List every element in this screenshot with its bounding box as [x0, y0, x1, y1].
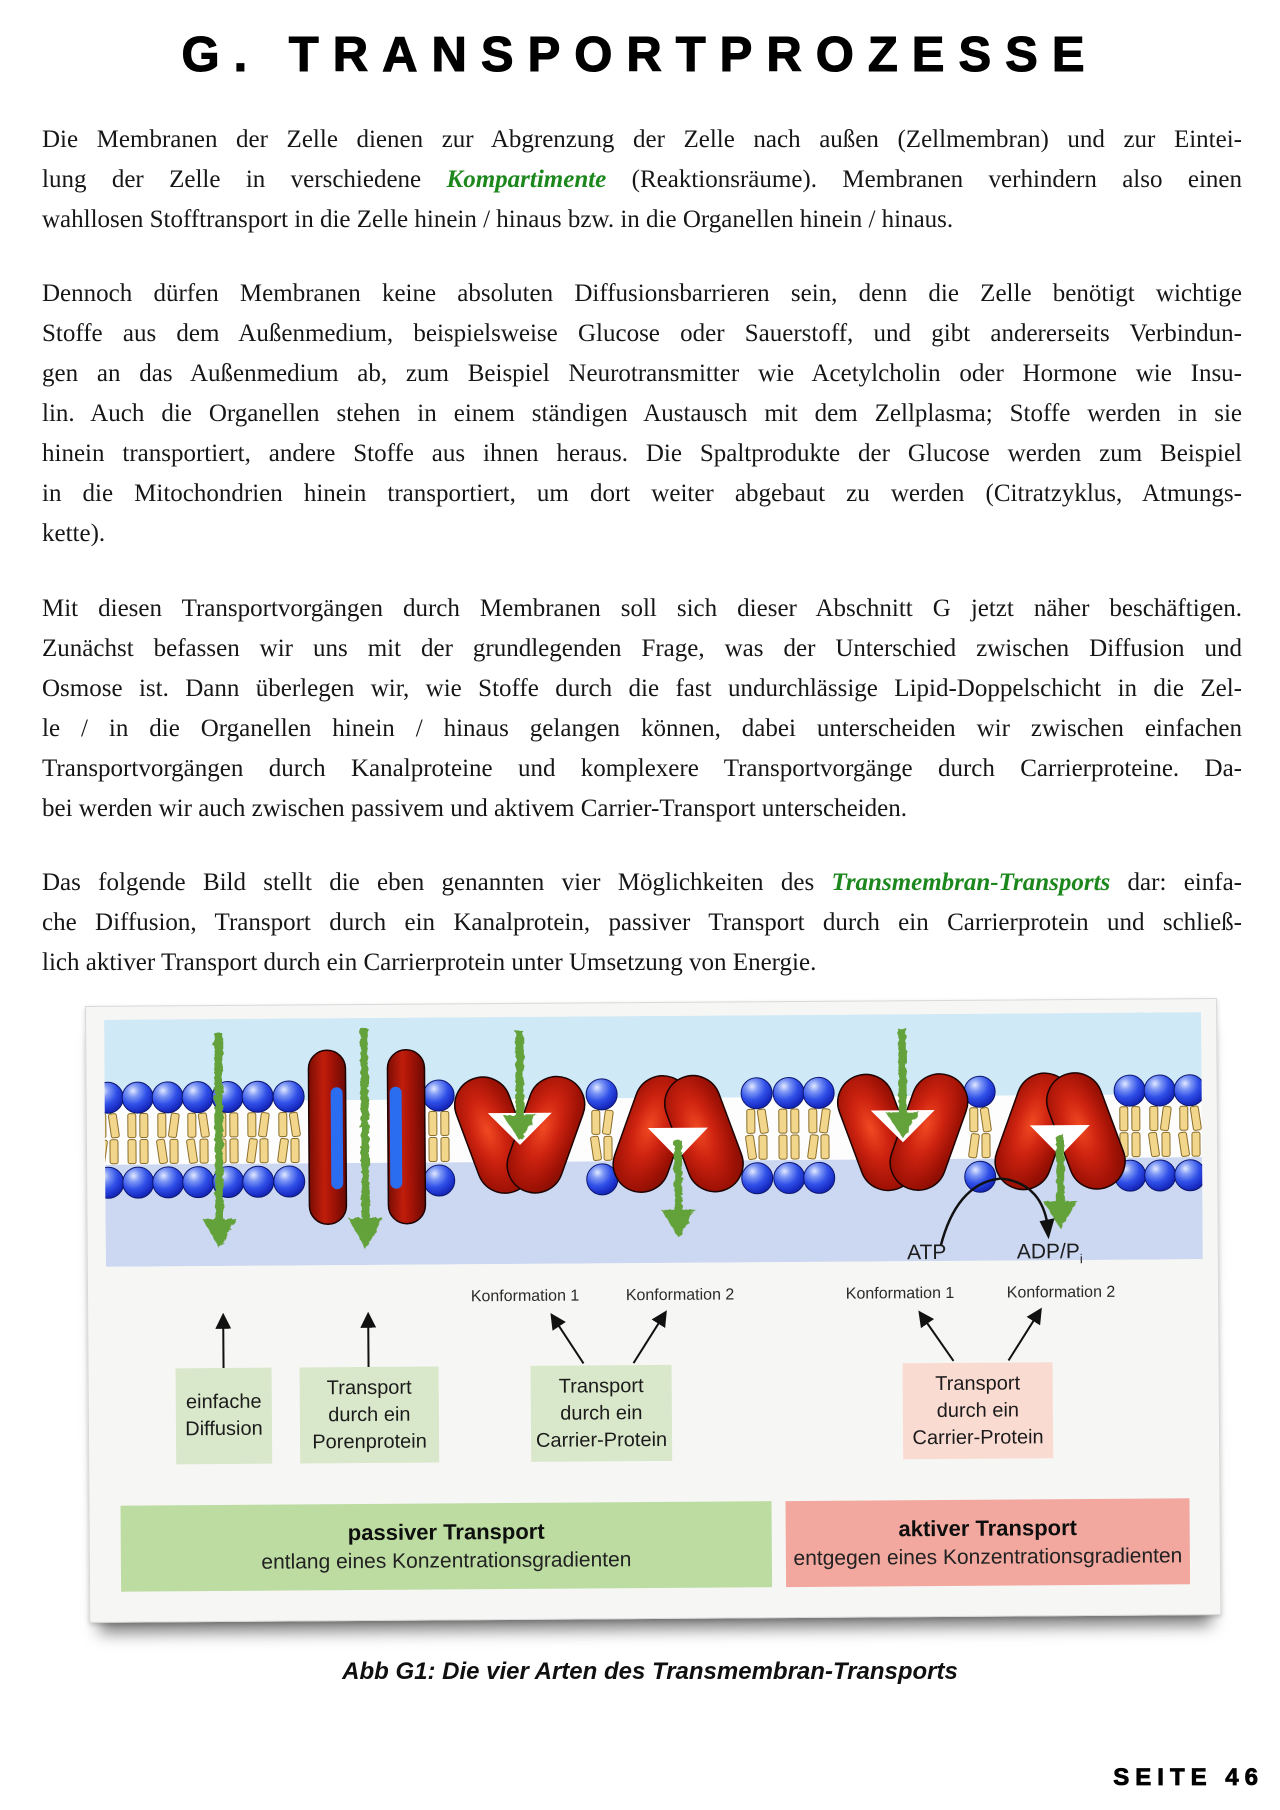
label-box-einfache-diffusion: einfache Diffusion: [176, 1368, 273, 1465]
paragraph-4: [42, 863, 1242, 983]
paragraph-2: [42, 274, 1242, 554]
konformation-label-1: Konformation 1: [470, 1287, 580, 1306]
text-segment: Das folgende Bild stellt die eben genannten vier Möglichkeiten des: [42, 869, 832, 896]
paragraph-3: [42, 589, 1242, 829]
pointer-arrow: [1008, 1310, 1040, 1360]
text-line: le / in die Organellen hinein / hinaus gelangen können, dabei unterscheiden wir zwischen einfachen: [42, 715, 1242, 742]
adp-text: ADP/P: [1016, 1240, 1080, 1264]
passive-transport-bar: [121, 1501, 773, 1592]
text-line: Zunächst befassen wir uns mit der grundlegenden Frage, was der Unterschied zwischen Diffusion und: [42, 635, 1242, 662]
pointer-arrow: [552, 1315, 583, 1363]
text-line: gen an das Außenmedium ab, zum Beispiel Neurotransmitter wie Acetylcholin oder Hormone wie Insu-: [42, 360, 1242, 387]
paragraph-1: [42, 120, 1242, 240]
pointer-arrow: [920, 1313, 953, 1361]
atp-text: ATP: [907, 1240, 947, 1265]
text-line: Die Membranen der Zelle dienen zur Abgrenzung der Zelle nach außen (Zellmembran) und zur Eintei-: [42, 126, 1242, 153]
text-line: [42, 160, 1242, 200]
text-line: Transportvorgängen durch Kanalproteine und komplexere Transportvorgänge durch Carrierproteine. Da-: [42, 755, 1242, 782]
membrane-diagram: [104, 1012, 1203, 1267]
text-line: Stoffe aus dem Außenmedium, beispielsweise Glucose oder Sauerstoff, und gibt andererseits Verbindun-: [42, 320, 1242, 347]
active-transport-bar: [785, 1498, 1190, 1587]
text-line: [42, 863, 1242, 903]
figure-caption: Abb G1: Die vier Arten des Transmembran-Transports: [342, 1658, 958, 1685]
highlight-term-kompartimente: Kompartimente: [446, 166, 607, 193]
adp-label: [1000, 1240, 1100, 1265]
label-box-carrier-passiv: Transport durch ein Carrier-Protein: [531, 1365, 673, 1462]
pointer-arrows: [88, 1269, 1219, 1377]
atp-label: [887, 1241, 967, 1266]
adp-subscript: i: [1079, 1251, 1083, 1267]
passive-transport-subtitle: entlang eines Konzentrationsgradienten: [261, 1548, 632, 1574]
pointer-arrow: [633, 1313, 665, 1363]
passive-transport-title: passiver Transport: [347, 1518, 545, 1546]
active-transport-subtitle: entgegen eines Konzentrationsgradienten: [793, 1544, 1183, 1571]
text-line: Osmose ist. Dann überlegen wir, wie Stoffe durch die fast undurchlässige Lipid-Doppelschicht in die Zel-: [42, 675, 1242, 702]
text-line: lin. Auch die Organellen stehen in einem ständigen Austausch mit dem Zellplasma; Stoffe werden in sie: [42, 400, 1242, 427]
highlight-term-transmembran: Transmembran-Transports: [831, 869, 1111, 896]
text-segment: (Reaktionsräume). Membranen verhindern also einen: [606, 166, 1242, 193]
text-segment: dar: einfa-: [1110, 869, 1242, 896]
page-number: SEITE 46: [1113, 1764, 1264, 1791]
active-transport-title: aktiver Transport: [898, 1515, 1078, 1542]
konformation-label-3: Konformation 1: [845, 1284, 955, 1303]
text-line: che Diffusion, Transport durch ein Kanalprotein, passiver Transport durch ein Carrierprotein und schließ-: [42, 909, 1242, 936]
text-line: Dennoch dürfen Membranen keine absoluten Diffusionsbarrieren sein, denn die Zelle benötigt wichtige: [42, 280, 1242, 307]
text-line: Mit diesen Transportvorgängen durch Membranen soll sich dieser Abschnitt G jetzt näher beschäftigen.: [42, 595, 1242, 622]
text-line: in die Mitochondrien hinein transportiert, um dort weiter abgebaut zu werden (Citratzyklus, Atmungs-: [42, 480, 1242, 507]
label-box-carrier-aktiv: Transport durch ein Carrier-Protein: [903, 1362, 1054, 1459]
text-segment: lung der Zelle in verschiedene: [42, 166, 447, 193]
text-line: kette).: [42, 520, 106, 547]
text-line: wahllosen Stofftransport in die Zelle hinein / hinaus bzw. in die Organellen hinein / hinaus.: [42, 206, 954, 233]
label-box-porenprotein: Transport durch ein Porenprotein: [300, 1366, 440, 1463]
figure-card: [85, 998, 1221, 1623]
text-line: bei werden wir auch zwischen passivem und aktivem Carrier-Transport unterscheiden.: [42, 795, 907, 822]
konformation-label-4: Konformation 2: [1006, 1283, 1116, 1302]
text-line: hinein transportiert, andere Stoffe aus ihnen heraus. Die Spaltprodukte der Glucose werden zum Beispiel: [42, 440, 1242, 467]
text-line: lich aktiver Transport durch ein Carrierprotein unter Umsetzung von Energie.: [42, 949, 817, 976]
page-title: G. TRANSPORTPROZESSE: [181, 28, 1099, 82]
konformation-label-2: Konformation 2: [625, 1286, 735, 1305]
